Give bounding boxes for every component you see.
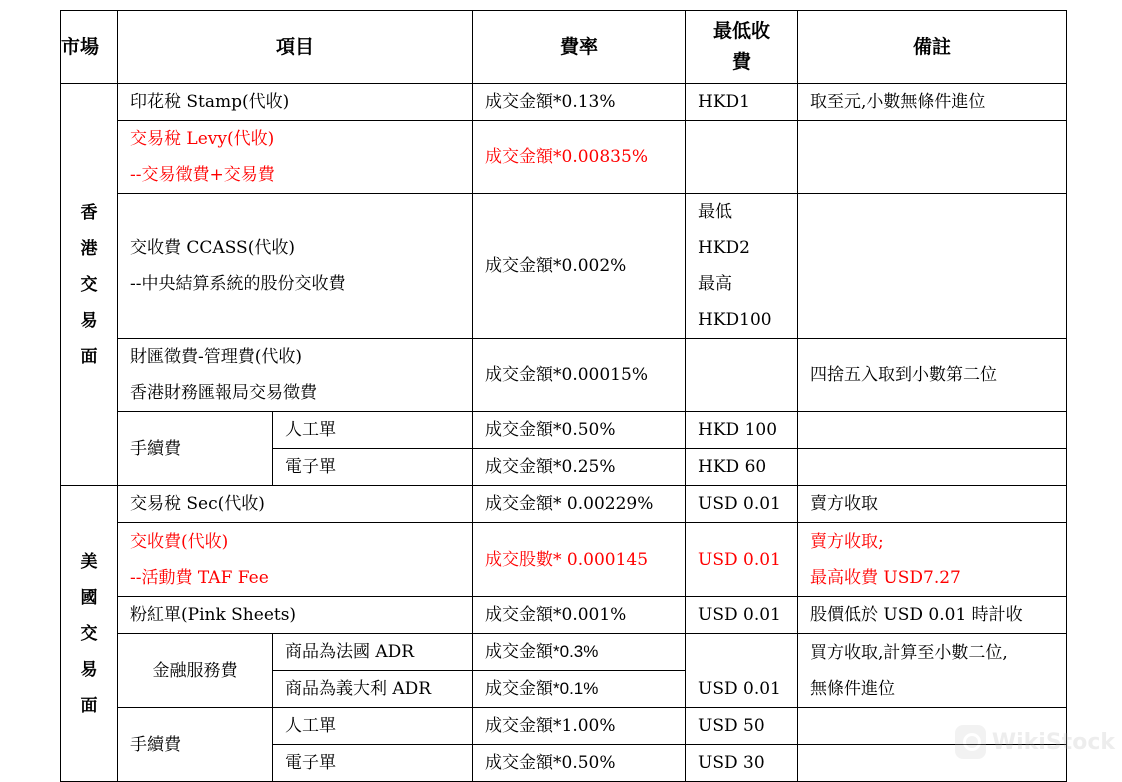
hk-commission-label: 手續費 — [118, 412, 273, 486]
header-rate: 費率 — [473, 11, 686, 84]
remark-frc-levy: 四捨五入取到小數第二位 — [798, 339, 1067, 412]
fs-italy-adr: 商品為義大利 ADR — [273, 671, 473, 708]
us-commission-online: 電子單 — [273, 745, 473, 782]
table-row — [61, 597, 1067, 634]
table-row — [61, 412, 1067, 449]
rate-pink-sheets: 成交金額*0.001% — [473, 597, 686, 634]
remark-stamp: 取至元,小數無條件進位 — [798, 84, 1067, 121]
header-market: 市場 — [61, 11, 118, 84]
table-row — [61, 523, 1067, 597]
table-row — [61, 486, 1067, 523]
header-min-fee-line1: 最低收 — [713, 20, 771, 42]
market-char: 美 — [80, 551, 98, 572]
rate-sec: 成交金額* 0.00229% — [473, 486, 686, 523]
header-min-fee — [686, 11, 798, 84]
fs-min-value: USD 0.01 — [698, 679, 781, 699]
market-char: 香 — [80, 202, 98, 223]
item-taf-line1: 交收費(代收) — [130, 531, 229, 552]
market-char: 交 — [80, 623, 98, 644]
us-commission-manual-min: USD 50 — [686, 708, 798, 745]
us-commission-manual-rate: 成交金額*1.00% — [473, 708, 686, 745]
fs-italy-adr-rate: 成交金額*0.1% — [473, 671, 686, 708]
header-row — [61, 11, 1067, 84]
watermark-text: WikiStock — [991, 729, 1115, 755]
hk-commission-online-min: HKD 60 — [686, 449, 798, 486]
remark-taf-line2: 最高收費 USD7.27 — [810, 567, 961, 588]
rate-stamp: 成交金額*0.13% — [473, 84, 686, 121]
hk-commission-manual-min: HKD 100 — [686, 412, 798, 449]
item-pink-sheets: 粉紅單(Pink Sheets) — [118, 597, 473, 634]
item-levy-line1: 交易稅 Levy(代收) — [130, 129, 275, 149]
rate-ccass: 成交金額*0.002% — [473, 194, 686, 339]
rate-taf: 成交股數* 0.000145 — [473, 523, 686, 597]
market-char: 易 — [80, 310, 98, 331]
rate-frc-levy: 成交金額*0.00015% — [473, 339, 686, 412]
fee-table — [60, 10, 1067, 782]
item-levy — [118, 121, 473, 194]
remark-pink-sheets: 股價低於 USD 0.01 時計收 — [798, 597, 1067, 634]
table-row — [61, 194, 1067, 339]
market-hk — [61, 84, 118, 486]
wikistock-logo-icon — [955, 725, 986, 759]
market-char: 面 — [80, 695, 98, 716]
fs-remark — [798, 634, 1067, 708]
header-min-fee-line2: 費 — [732, 51, 752, 73]
market-char: 面 — [80, 346, 98, 367]
min-frc-levy — [686, 339, 798, 412]
hk-commission-online-rate: 成交金額*0.25% — [473, 449, 686, 486]
min-stamp: HKD1 — [686, 84, 798, 121]
item-frc-line1: 財匯徵費-管理費(代收) — [130, 347, 303, 367]
item-taf — [118, 523, 473, 597]
remark-levy — [798, 121, 1067, 194]
table-row — [61, 121, 1067, 194]
us-commission-manual: 人工單 — [273, 708, 473, 745]
remark-sec: 賣方收取 — [798, 486, 1067, 523]
market-char: 國 — [80, 587, 98, 608]
hk-commission-online-remark — [798, 449, 1067, 486]
remark-ccass — [798, 194, 1067, 339]
hk-commission-manual-rate: 成交金額*0.50% — [473, 412, 686, 449]
min-taf: USD 0.01 — [686, 523, 798, 597]
hk-commission-manual-remark — [798, 412, 1067, 449]
item-levy-line2: --交易徵費+交易費 — [130, 165, 275, 185]
min-levy — [686, 121, 798, 194]
item-stamp: 印花稅 Stamp(代收) — [118, 84, 473, 121]
us-commission-label: 手續費 — [118, 708, 273, 782]
market-char: 易 — [80, 659, 98, 680]
market-char: 交 — [80, 274, 98, 295]
min-pink-sheets: USD 0.01 — [686, 597, 798, 634]
rate-levy: 成交金額*0.00835% — [473, 121, 686, 194]
item-ccass-line1: 交收費 CCASS(代收) — [130, 238, 295, 258]
min-sec: USD 0.01 — [686, 486, 798, 523]
fs-remark-line1: 買方收取,計算至小數二位, — [810, 642, 1008, 663]
watermark — [955, 720, 1115, 764]
us-commission-online-min: USD 30 — [686, 745, 798, 782]
min-ccass — [686, 194, 798, 339]
fs-min — [686, 634, 798, 708]
financial-service-label: 金融服務費 — [118, 634, 273, 708]
table-row — [61, 84, 1067, 121]
min-ccass-line2: 最高 — [698, 274, 733, 294]
remark-taf-line1: 賣方收取; — [810, 531, 884, 552]
min-ccass-line1: 最低 HKD2 — [698, 202, 750, 258]
header-remarks: 備註 — [798, 11, 1067, 84]
item-frc-levy — [118, 339, 473, 412]
header-item: 項目 — [118, 11, 473, 84]
item-frc-line2: 香港財務匯報局交易徵費 — [130, 383, 317, 403]
fs-france-adr: 商品為法國 ADR — [273, 634, 473, 671]
us-commission-online-rate: 成交金額*0.50% — [473, 745, 686, 782]
min-ccass-line3: HKD100 — [698, 310, 772, 330]
hk-commission-online: 電子單 — [273, 449, 473, 486]
hk-commission-manual: 人工單 — [273, 412, 473, 449]
fs-remark-line2: 無條件進位 — [810, 678, 896, 699]
table-row — [61, 339, 1067, 412]
table-row — [61, 708, 1067, 745]
item-ccass-line2: --中央結算系統的股份交收費 — [130, 274, 346, 294]
item-sec: 交易稅 Sec(代收) — [118, 486, 473, 523]
item-taf-line2: --活動費 TAF Fee — [130, 567, 269, 588]
remark-taf — [798, 523, 1067, 597]
market-us — [61, 486, 118, 782]
market-char: 港 — [80, 238, 98, 259]
item-ccass — [118, 194, 473, 339]
fs-france-adr-rate: 成交金額*0.3% — [473, 634, 686, 671]
table-row — [61, 634, 1067, 671]
